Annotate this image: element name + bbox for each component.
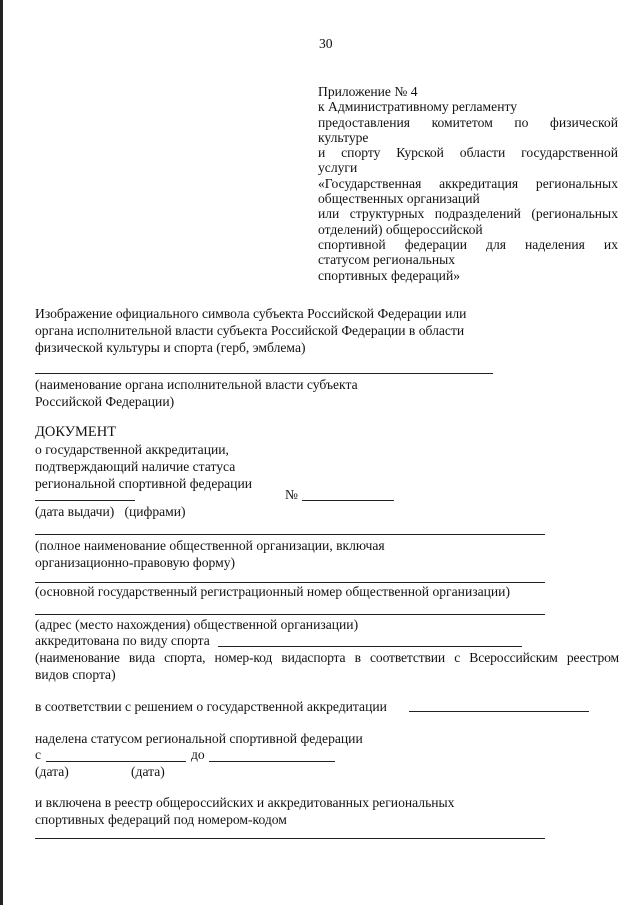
symbol-line: Изображение официального символа субъекта Российской Федерации или bbox=[35, 306, 467, 321]
status-from-label: с bbox=[35, 747, 42, 762]
annex-line: предоставления комитетом по физической bbox=[318, 114, 618, 130]
document-heading: ДОКУМЕНТ bbox=[35, 424, 117, 440]
ogrn-caption: (основной государственный регистрационный номер общественной организации) bbox=[35, 584, 510, 599]
annex-line: «Государственная аккредитация региональных bbox=[318, 175, 618, 191]
annex-line: и спорту Курской области государственной bbox=[318, 145, 618, 161]
document-subtitle bbox=[35, 441, 252, 492]
annex-header bbox=[318, 84, 618, 283]
issue-date-caption: (дата выдачи) (цифрами) bbox=[35, 504, 186, 519]
authority-caption-line: Российской Федерации) bbox=[35, 394, 175, 409]
issue-date-field[interactable] bbox=[35, 500, 135, 501]
annex-line: спортивной федерации для наделения их bbox=[318, 236, 618, 252]
status-from-field[interactable] bbox=[46, 761, 186, 762]
registry-text bbox=[35, 794, 454, 828]
org-name-caption bbox=[35, 537, 385, 571]
status-to-field[interactable] bbox=[209, 761, 335, 762]
symbol-block bbox=[35, 305, 466, 356]
document-number-field[interactable] bbox=[302, 500, 394, 501]
decision-field[interactable] bbox=[409, 711, 589, 712]
document-line: о государственной аккредитации, bbox=[35, 442, 229, 457]
document-line: подтверждающий наличие статуса bbox=[35, 459, 236, 474]
status-date-caption-1: (дата) bbox=[35, 764, 69, 779]
ogrn-field[interactable] bbox=[35, 582, 545, 583]
document-line: региональной спортивной федерации bbox=[35, 476, 253, 491]
sport-caption-2: видов спорта) bbox=[35, 667, 116, 682]
authority-caption bbox=[35, 376, 358, 410]
org-name-caption-line: организационно-правовую форму) bbox=[35, 555, 236, 570]
annex-line: услуги bbox=[318, 160, 358, 176]
page-left-edge bbox=[0, 0, 3, 905]
annex-title: Приложение № 4 bbox=[318, 84, 418, 99]
annex-line: к Административному регламенту bbox=[318, 99, 518, 115]
decision-text: в соответствии с решением о государственной аккредитации bbox=[35, 699, 387, 714]
status-to-label: до bbox=[191, 747, 205, 762]
authority-line bbox=[35, 373, 493, 374]
authority-caption-line: (наименование органа исполнительной власти субъекта bbox=[35, 377, 358, 392]
annex-line: спортивных федераций» bbox=[318, 267, 461, 283]
registry-line: спортивных федераций под номером-кодом bbox=[35, 812, 287, 827]
symbol-line: органа исполнительной власти субъекта Российской Федерации в области bbox=[35, 323, 465, 338]
sport-label: аккредитована по виду спорта bbox=[35, 633, 210, 648]
registry-line: и включена в реестр общероссийских и аккредитованных региональных bbox=[35, 795, 455, 810]
address-caption: (адрес (место нахождения) общественной организации) bbox=[35, 617, 359, 632]
annex-line: или структурных подразделений (региональных bbox=[318, 206, 618, 222]
status-text: наделена статусом региональной спортивной федерации bbox=[35, 731, 363, 746]
org-name-caption-line: (полное наименование общественной организации, включая bbox=[35, 538, 385, 553]
sport-field[interactable] bbox=[218, 646, 522, 647]
number-sign: № bbox=[285, 487, 298, 502]
symbol-line: физической культуры и спорта (герб, эмблема) bbox=[35, 340, 306, 355]
annex-line: общественных организаций bbox=[318, 191, 480, 207]
annex-line: статусом региональных bbox=[318, 252, 456, 268]
registry-code-field[interactable] bbox=[35, 838, 545, 839]
annex-line: культуре bbox=[318, 129, 369, 145]
sport-caption: (наименование вида спорта, номер-код видаспорта в соответствии с Всероссийским реестром bbox=[35, 650, 619, 665]
address-field[interactable] bbox=[35, 614, 545, 615]
page-number: 30 bbox=[319, 36, 333, 51]
annex-line: отделений) общероссийской bbox=[318, 221, 483, 237]
status-date-caption-2: (дата) bbox=[131, 764, 165, 779]
org-name-field[interactable] bbox=[35, 534, 545, 535]
